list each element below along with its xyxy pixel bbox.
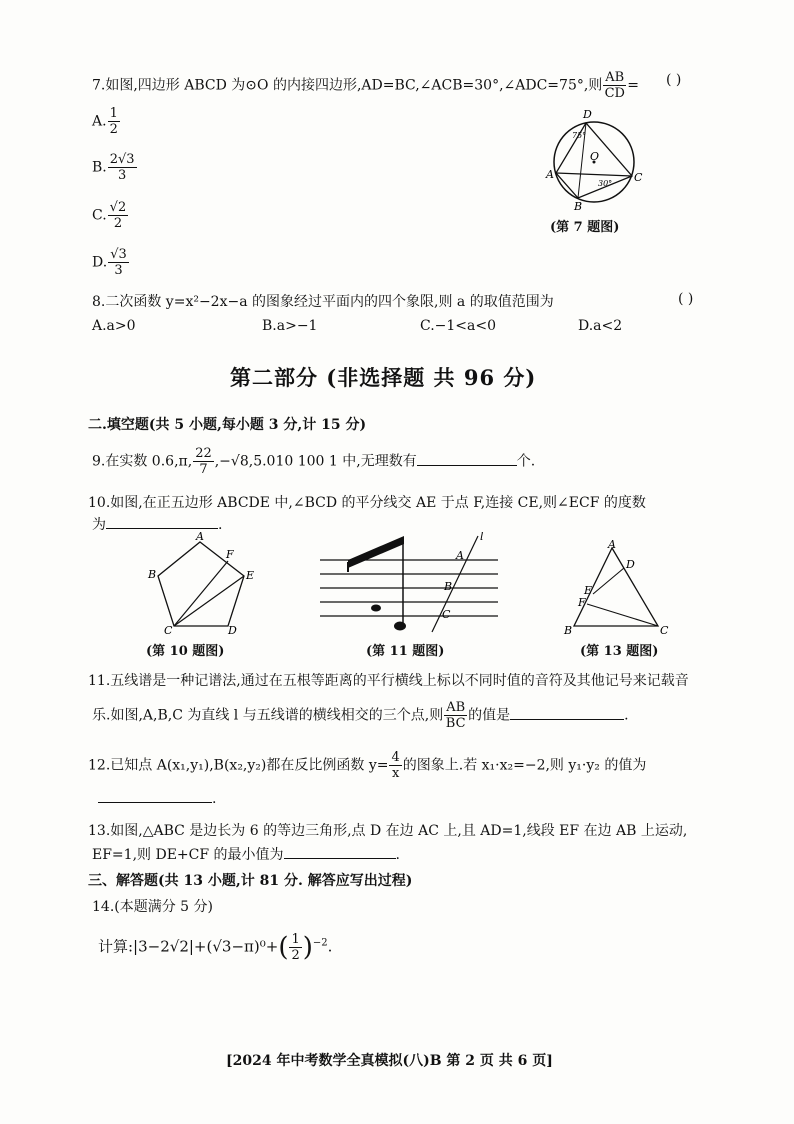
svg-text:D: D	[228, 624, 237, 636]
svg-text:A: A	[196, 532, 204, 543]
svg-text:A: A	[608, 540, 616, 551]
q8-option-d: D.a<2	[578, 318, 623, 334]
q10-line2: 为 .	[92, 517, 223, 533]
q10-figure-caption: (第 10 题图)	[146, 644, 225, 659]
q7-option-c: C. $\frac{√2}{2}$	[92, 200, 127, 231]
q8-option-c: C.−1<a<0	[420, 318, 497, 334]
q7-figure	[540, 104, 650, 214]
svg-text:E: E	[584, 584, 593, 597]
q11-figure	[318, 532, 502, 636]
svg-text:F: F	[578, 596, 586, 609]
q12-answer-blank[interactable]	[98, 790, 212, 803]
svg-text:F: F	[226, 548, 234, 561]
svg-text:l: l	[480, 532, 484, 543]
svg-text:C: C	[634, 171, 643, 184]
section-solve-header: 三、解答题(共 13 小题,计 81 分. 解答应写出过程)	[88, 873, 413, 889]
q7-option-b: B. $\frac{2√3}{3}$	[92, 152, 135, 183]
svg-text:C: C	[164, 624, 173, 636]
q11-line1: 11.五线谱是一种记谱法,通过在五根等距离的平行横线上标以不同时值的音符及其他记号来记载音	[88, 673, 689, 689]
svg-text:C: C	[442, 608, 451, 621]
svg-text:O: O	[590, 150, 600, 163]
q10-figure	[144, 532, 264, 636]
q12-stem: 12.已知点 A(x₁,y₁),B(x₂,y₂)都在反比例函数 y= $\frac{4}{x}$ 的图象上.若 x₁·x₂=−2,则 y₁·y₂ 的值为	[88, 750, 647, 781]
page-footer: [2024 年中考数学全真模拟(八)B 第 2 页 共 6 页]	[226, 1053, 553, 1069]
q13-line2: EF=1,则 DE+CF 的最小值为 .	[92, 847, 400, 863]
svg-text:C: C	[660, 624, 669, 636]
svg-text:D: D	[583, 108, 592, 121]
q8-option-a: A.a>0	[92, 318, 136, 334]
q8-stem: 8.二次函数 y=x²−2x−a 的图象经过平面内的四个象限,则 a 的取值范围为	[92, 294, 554, 310]
q8-option-b: B.a>−1	[262, 318, 318, 334]
q7-stem: 7.如图,四边形 ABCD 为⊙O 的内接四边形,AD=BC,∠ACB=30°,∠ADC=75°,则 $\frac{AB}{CD}$ =	[92, 70, 639, 101]
q7-option-a: A. $\frac{1}{2}$	[92, 106, 118, 137]
q11-answer-blank[interactable]	[510, 707, 624, 720]
q13-figure	[562, 540, 672, 636]
q14-expression: 计算:|3−2√2|+(√3−π)⁰+( $\frac{1}{2}$ )$^{-2}$.	[98, 932, 333, 963]
svg-text:D: D	[626, 558, 635, 571]
q9-stem: 9.在实数 0.6,π, $\frac{22}{7}$ ,−√8,5.010 100 1 中,无理数有 个.	[92, 446, 536, 477]
q10-answer-blank[interactable]	[106, 516, 218, 529]
svg-text:B: B	[148, 568, 157, 581]
q13-answer-blank[interactable]	[284, 846, 396, 859]
svg-text:E: E	[246, 569, 255, 582]
q9-answer-blank[interactable]	[417, 453, 517, 466]
svg-text:A: A	[456, 549, 464, 562]
q10-line1: 10.如图,在正五边形 ABCDE 中,∠BCD 的平分线交 AE 于点 F,连接 CE,则∠ECF 的度数	[88, 495, 646, 511]
q8-answer-paren: ( )	[678, 291, 694, 307]
q13-line1: 13.如图,△ABC 是边长为 6 的等边三角形,点 D 在边 AC 上,且 AD=1,线段 EF 在边 AB 上运动,	[88, 823, 688, 839]
q7-figure-caption: (第 7 题图)	[550, 220, 620, 235]
q7-answer-paren: ( )	[666, 72, 682, 88]
section-fill-in-header: 二.填空题(共 5 小题,每小题 3 分,计 15 分)	[88, 417, 367, 433]
q14-header: 14.(本题满分 5 分)	[92, 899, 213, 915]
q7-ratio-fraction: $\frac{AB}{CD}$	[604, 70, 625, 101]
q11-figure-caption: (第 11 题图)	[366, 644, 445, 659]
q12-line2: .	[98, 790, 216, 807]
svg-text:B: B	[564, 624, 573, 636]
part2-title: 第二部分 (非选择题 共 96 分)	[230, 365, 537, 390]
svg-text:B: B	[574, 200, 583, 213]
q11-line2: 乐.如图,A,B,C 为直线 l 与五线谱的横线相交的三个点,则 $\frac{AB}{BC}$ 的值是 .	[92, 700, 629, 731]
q13-figure-caption: (第 13 题图)	[580, 644, 659, 659]
svg-text:B: B	[444, 580, 453, 593]
svg-text:75°: 75°	[572, 131, 587, 140]
svg-text:30°: 30°	[598, 179, 613, 188]
svg-text:A: A	[546, 168, 554, 181]
q7-option-d: D. $\frac{√3}{3}$	[92, 247, 127, 278]
